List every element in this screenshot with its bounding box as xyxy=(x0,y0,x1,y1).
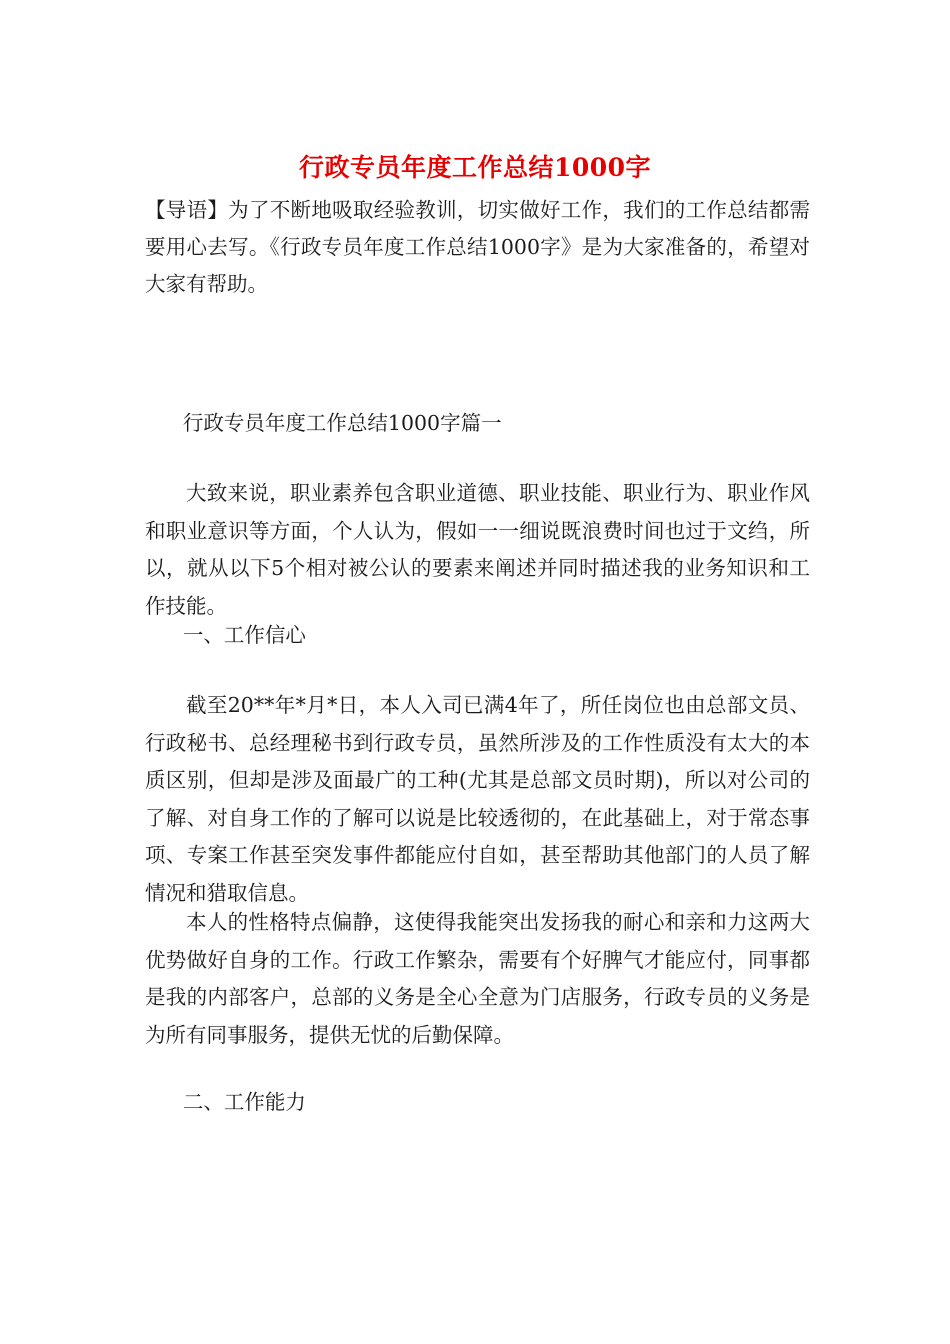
body-paragraph: 本人的性格特点偏静，这使得我能突出发扬我的耐心和亲和力这两大优势做好自身的工作。行政工作繁杂，需要有个好脾气才能应付，同事都是我的内部客户，总部的义务是全心全意为门店服务，行政专员的义务是为所有同事服务，提供无忧的后勤保障。 xyxy=(145,910,810,1047)
subheading-work-ability: 二、工作能力 xyxy=(182,1090,306,1114)
section-title: 行政专员年度工作总结1000字篇一 xyxy=(182,411,502,435)
body-paragraph: 截至20**年*月*日，本人入司已满4年了，所任岗位也由总部文员、行政秘书、总经理秘书到行政专员，虽然所涉及的工作性质没有太大的本质区别，但却是涉及面最广的工种(尤其是总部文员时期)，所以对公司的了解、对自身工作的了解可以说是比较透彻的，在此基础上，对于常态事项、专案工作甚至突发事件都能应付自如，甚至帮助其他部门的人员了解情况和猎取信息。 xyxy=(145,693,810,905)
subheading-work-confidence: 一、工作信心 xyxy=(182,623,306,647)
intro-paragraph: 【导语】为了不断地吸取经验教训，切实做好工作，我们的工作总结都需要用心去写。《行政专员年度工作总结1000字》是为大家准备的，希望对大家有帮助。 xyxy=(145,198,810,296)
document-title: 行政专员年度工作总结1000字 xyxy=(298,153,652,182)
body-paragraph: 大致来说，职业素养包含职业道德、职业技能、职业行为、职业作风和职业意识等方面，个人认为，假如一一细说既浪费时间也过于文绉，所以，就从以下5个相对被公认的要素来阐述并同时描述我的业务知识和工作技能。 xyxy=(145,481,810,618)
